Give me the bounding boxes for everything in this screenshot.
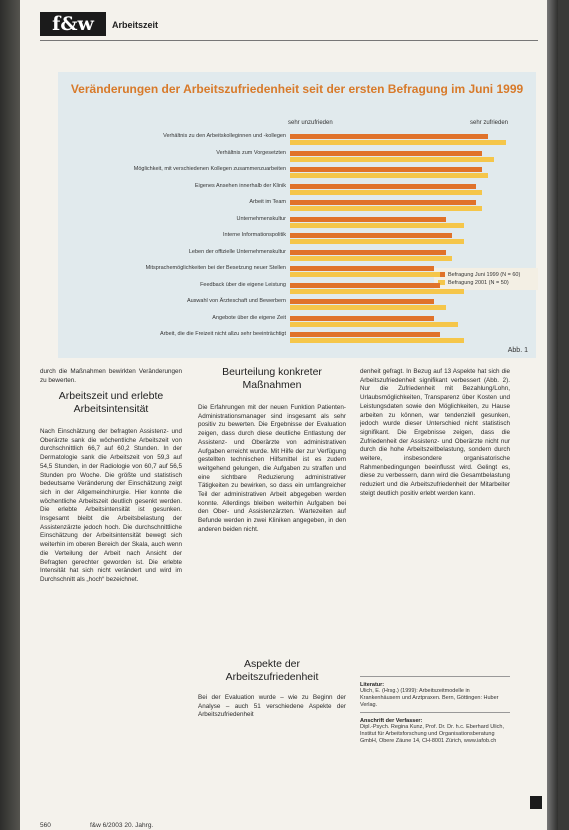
category-label: Eigenes Ansehen innerhalb der Klinik [194,182,286,189]
bar-1999 [290,283,440,288]
scan-left-edge [0,0,20,830]
category-label: Arbeit, die die Freizeit nicht allzu sehr beeinträchtigt [160,331,286,337]
figure-label: Abb. 1 [507,347,528,354]
category-label: Feedback über die eigene Leistung [200,281,286,288]
bar-2001 [290,272,440,277]
bar-1999 [290,233,452,238]
bar-1999 [290,134,488,139]
body-paragraph-4: denheit gefragt. In Bezug auf 13 Aspekte hat sich die Arbeitszufriedenheit signifikant verbessert (Abb. 2). Nur die Zufriedenheit mit Bezahlung/Lohn, Urlaubsmöglichkeiten, Transparenz über Kosten und Leistungsdaten sowie den Möglichkeiten, zu Hause arbeiten zu können, war tendenziell gesunken, jedoch wurde dieser Unterschied nicht statistisch signifikant. Die Ergebnisse zeigen, dass die Zufriedenheit der Assistenz- und Oberärzte nicht nur durch die hohe Arbeitszeitbelastung, sondern durch weitere, insbesondere organisatorische Rahmenbedingungen beeinflusst wird. Gelingt es, diese zu verbessern, dann wird die Gesamtbelastung reduziert und die Arbeitszufriedenheit der Mitarbeiter steigt deutlich positiv erlebt werden kann. [360,368,510,497]
bar-1999 [290,151,482,156]
journal-logo: f&w [40,12,106,36]
bar-2001 [290,190,482,195]
satisfaction-chart [58,72,536,358]
category-label: Verhältnis zum Vorgesetzten [216,149,286,156]
bar-2001 [290,223,464,228]
intro-paragraph: durch die Maßnahmen bewirkten Veränderungen zu bewerten. [40,368,182,384]
column-2-body [198,404,346,650]
column-3-body [360,368,510,668]
scale-low-label: sehr unzufrieden [288,120,333,126]
literature-block [360,682,510,709]
body-paragraph-1: Nach Einschätzung der befragten Assistenz- und Oberärzte sank die wöchentliche Arbeitszeit von durchschnittlich 66,7 auf 60,2 Stunden. In der Dermatologie sank die Arbeitszeit von 59,3 auf 54,5 Stunden, in der Radiologie von 60,7 auf 56,5 Stunden pro Woche. Die größte und statistisch bedeutsame Veränderung der Einschätzung zeigt sich in der Allgemeinchirurgie. Hier konnte die wöchentliche Arbeitszeit deutlich gesenkt werden. Die erlebte Arbeitsintensität ist gesunken. Insgesamt bleibt die Arbeitsbelastung der Assistenzärzte jedoch hoch. Die durchschnittliche Einschätzung der Arbeitsintensität bewegt sich weiterhin im oberen Bereich der Skala, auch wenn die Verteilung der Arbeit nach Ansicht der Befragten gerechter geworden ist. Die erlebte Intensität hat sich nicht verändert und wird im Durchschnitt als „hoch“ bezeichnet. [40,428,182,583]
bar-1999 [290,266,434,271]
journal-page [20,0,558,830]
bar-1999 [290,316,434,321]
scan-right-edge [547,0,558,830]
bar-1999 [290,299,434,304]
category-label: Angebote über die eigene Zeit [212,314,286,321]
heading-arbeitszeit: Arbeitszeit und erlebte Arbeitsintensität [58,390,164,415]
page-number: 560 [40,822,51,829]
address-rule [360,712,510,713]
column-2-body-b [198,694,346,794]
scale-high-label: sehr zufrieden [470,120,509,126]
bar-1999 [290,332,440,337]
header-rule [40,40,538,41]
literature-label: Literatur: [360,682,385,688]
category-label: Interne Informationspolitik [223,232,286,238]
literature-text: Ulich, E. (Hrsg.) (1999): Arbeitszeitmodelle in Krankenhäusern und Arztpraxen. Bern, Göttingen: Huber Verlag. [360,688,499,708]
bar-2001 [290,289,464,294]
category-label: Mitsprachemöglichkeiten bei der Besetzung neuer Stellen [145,265,286,271]
bar-2001 [290,140,506,145]
heading-aspekte: Aspekte der Arbeitszufriedenheit [225,658,319,683]
bar-2001 [290,239,464,244]
category-label: Verhältnis zu den Arbeitskolleginnen und -kollegen [163,133,286,139]
body-paragraph-2: Die Erfahrungen mit der neuen Funktion Patienten-Administrationsmanager sind insgesamt als sehr positiv zu bewerten. Die Ergebnisse der Evaluation zeigen, dass durch diese deutliche Entlastung der Assistenz- und Oberärzte von administrativen Aufgaben erreicht wurde. Mit Hilfe der zur Verfügung gestellten technischen Hilfsmittel ist es zudem weitgehend gelungen, die Aufgaben zu straffen und eine sichtbare Reduzierung administrativer Tätigkeiten zu bewirken, so dass ein umfangreicher Teil der administrativen Arbeit abgegeben werden konnte. Allerdings bleiben weiterhin Aufgaben bei den Ober- und Assistenzärzten. Wartezeiten auf Befunde werden in zwei Kliniken angegeben, in den anderen beiden nicht. [198,404,346,533]
body-paragraph-3: Bei der Evaluation wurde – wie zu Beginn der Analyse – auch 51 verschiedene Aspekte der Arbeitszufriedenheit [198,694,346,719]
address-block [360,718,510,745]
category-label: Möglichkeit, mit verschiedenen Kollegen zusammenzuarbeiten [133,166,286,172]
bar-1999 [290,167,482,172]
bar-2001 [290,305,446,310]
category-label: Arbeit im Team [249,199,286,205]
chart-title: Veränderungen der Arbeitszufriedenheit seit der ersten Befragung im Juni 1999 [70,82,524,96]
bar-2001 [290,173,488,178]
legend-item-1999 [438,271,534,279]
authors-text: Dipl.-Psych. Regina Kunz, Prof. Dr. Dr. h.c. Eberhard Ulich, Institut für Arbeitsforschung und Organisationsberatung GmbH, Obere Zäune 14, CH-8001 Zürich, www.iafob.ch [360,724,504,744]
legend-label-1999: Befragung Juni 1999 (N = 60) [448,272,521,278]
section-title: Arbeitszeit [112,20,159,30]
bar-1999 [290,184,476,189]
column-1-intro [40,368,182,385]
category-label: Leben der offizielle Unternehmenskultur [188,248,286,255]
bar-2001 [290,338,464,343]
legend-label-2001: Befragung 2001 (N = 50) [448,280,509,286]
category-label: Auswahl von Ärzteschaft und Bewerbern [186,298,286,304]
bar-2001 [290,206,482,211]
chart-legend [434,268,538,290]
literature-rule [360,676,510,677]
bar-1999 [290,250,446,255]
heading-beurteilung: Beurteilung konkreter Maßnahmen [222,366,322,391]
category-label: Unternehmenskultur [236,215,286,222]
bar-2001 [290,157,494,162]
end-mark [530,796,542,809]
legend-item-2001 [438,279,534,287]
bar-2001 [290,322,458,327]
journal-issue: f&w 6/2003 20. Jahrg. [90,822,154,829]
column-1-body [40,428,182,794]
authors-label: Anschrift der Verfasser: [360,718,423,724]
bar-1999 [290,200,476,205]
bar-1999 [290,217,446,222]
bar-2001 [290,256,452,261]
